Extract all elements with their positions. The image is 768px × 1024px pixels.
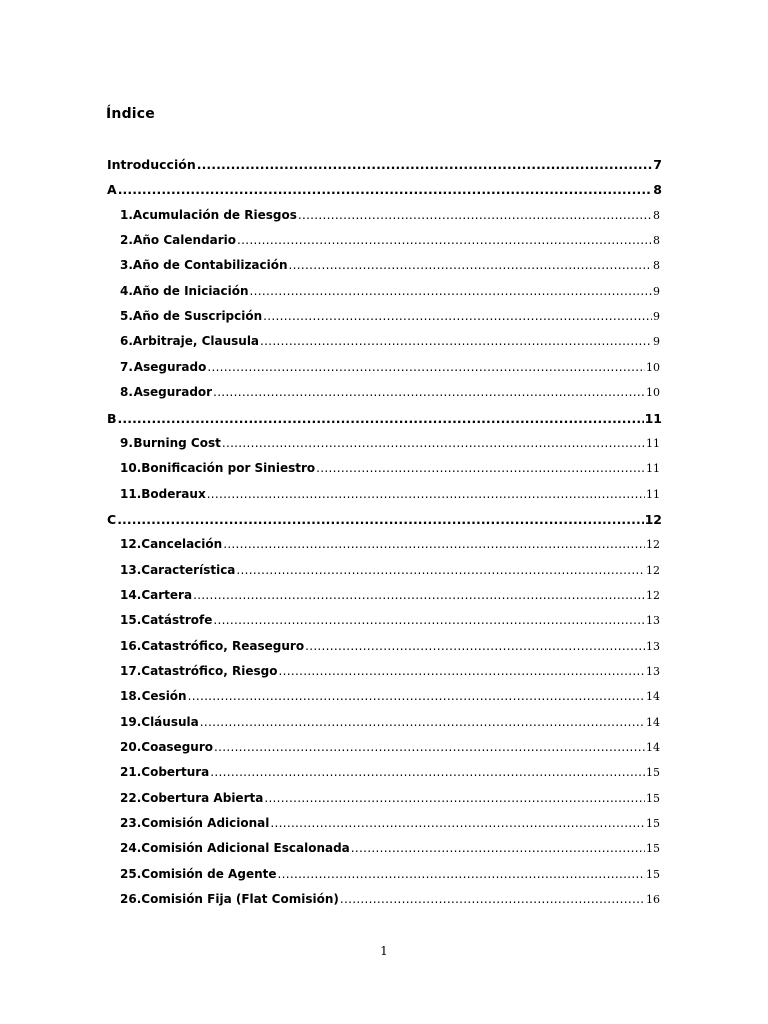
toc-entry-label: B — [107, 410, 117, 426]
dot-leader — [298, 208, 652, 222]
toc-entry-label: Cobertura — [141, 765, 210, 780]
toc-entry-label: Comisión Adicional Escalonada — [141, 841, 350, 856]
toc-entry-number: 4. — [120, 283, 133, 298]
toc-entry-page: 12 — [644, 511, 662, 527]
toc-entry-number: 17. — [120, 664, 142, 678]
toc-entry[interactable] — [120, 892, 660, 906]
toc-entry-page: 7 — [653, 157, 662, 172]
toc-entry[interactable] — [120, 284, 660, 298]
toc-entry-label: Asegurado — [133, 359, 207, 374]
dot-leader — [278, 867, 646, 881]
toc-entry-page: 16 — [646, 893, 660, 907]
toc-entry-page: 15 — [646, 867, 660, 881]
toc-section-entry[interactable] — [107, 157, 662, 172]
toc-entry-page: 9 — [653, 335, 660, 349]
toc-entry-page: 8 — [653, 208, 660, 222]
toc-entry-label: Año de Suscripción — [132, 309, 263, 324]
toc-entry-label: Catastrófico, Riesgo — [141, 664, 278, 678]
dot-leader — [263, 309, 652, 323]
toc-entry-number: 7. — [120, 359, 133, 374]
toc-entry-label: Año de Iniciación — [132, 283, 249, 298]
toc-entry-label: Catastrófico, Reaseguro — [141, 638, 305, 653]
toc-entry-label: Coaseguro — [141, 740, 213, 755]
dot-leader — [279, 664, 645, 678]
dot-leader — [118, 411, 644, 426]
toc-entry-page: 15 — [646, 842, 660, 856]
toc-entry-number: 10. — [120, 461, 142, 476]
toc-entry-page: 14 — [646, 690, 660, 704]
toc-entry-number: 20. — [120, 740, 142, 755]
toc-entry-number: 22. — [120, 790, 142, 805]
toc-entry[interactable] — [120, 563, 660, 577]
toc-entry-page: 14 — [646, 715, 660, 729]
toc-entry-page: 11 — [646, 462, 660, 476]
toc-entry-page: 15 — [646, 817, 660, 831]
toc-entry[interactable] — [120, 689, 660, 703]
toc-entry-number: 5. — [120, 309, 133, 324]
toc-entry-number: 11. — [120, 486, 142, 501]
toc-entry-number: 19. — [120, 714, 142, 729]
dot-leader — [213, 385, 645, 399]
toc-entry-label: Año Calendario — [133, 233, 236, 248]
toc-entry-number: 12. — [120, 537, 142, 552]
toc-entry[interactable] — [120, 309, 660, 323]
toc-entry-page: 9 — [653, 284, 660, 298]
toc-entry-number: 26. — [120, 892, 142, 907]
toc-entry[interactable] — [120, 334, 660, 348]
toc-entry[interactable] — [120, 258, 660, 272]
toc-section-entry[interactable] — [107, 182, 662, 197]
toc-entry-label: Arbitraje, Clausula — [132, 334, 260, 349]
dot-leader — [351, 841, 645, 855]
toc-entry-number: 25. — [120, 866, 142, 881]
toc-entry-label: C — [107, 511, 117, 527]
toc-entry[interactable] — [120, 715, 660, 729]
toc-entry[interactable] — [120, 436, 660, 450]
dot-leader — [213, 613, 645, 627]
dot-leader — [270, 816, 645, 830]
dot-leader — [197, 157, 653, 172]
toc-entry-label: Boderaux — [141, 486, 206, 501]
toc-entry-label: Bonificación por Siniestro — [141, 461, 316, 476]
dot-leader — [223, 537, 645, 551]
toc-entry-number: 3. — [120, 258, 133, 273]
toc-entry[interactable] — [120, 461, 660, 475]
toc-entry-number: 21. — [120, 765, 142, 780]
toc-entry-page: 13 — [646, 639, 660, 653]
dot-leader — [117, 512, 643, 527]
dot-leader — [207, 360, 645, 374]
toc-entry-label: Cesión — [141, 689, 187, 704]
toc-entry-label: Característica — [141, 562, 236, 577]
toc-entry[interactable] — [120, 233, 660, 247]
toc-entry-number: 6. — [120, 334, 133, 349]
toc-entry[interactable] — [120, 487, 660, 501]
toc-entry-label: Año de Contabilización — [132, 258, 288, 273]
dot-leader — [214, 740, 645, 754]
toc-entry-page: 12 — [646, 538, 660, 552]
dot-leader — [210, 765, 645, 779]
dot-leader — [340, 892, 645, 906]
index-title: Índice — [106, 106, 155, 122]
toc-entry-page: 10 — [646, 386, 660, 400]
toc-entry-page: 11 — [646, 436, 660, 450]
toc-entry[interactable] — [120, 765, 660, 779]
toc-entry[interactable] — [120, 664, 660, 678]
toc-entry-label: Acumulación de Riesgos — [132, 207, 297, 222]
dot-leader — [264, 791, 645, 805]
dot-leader — [260, 334, 652, 348]
toc-entry-number: 16. — [120, 638, 142, 653]
toc-entry-number: 1. — [120, 207, 133, 222]
toc-entry[interactable] — [120, 613, 660, 627]
toc-entry-page: 12 — [646, 588, 660, 602]
toc-entry[interactable] — [120, 537, 660, 551]
toc-entry-number: 8. — [120, 385, 133, 400]
toc-entry[interactable] — [120, 816, 660, 830]
toc-entry[interactable] — [120, 208, 660, 222]
dot-leader — [236, 563, 645, 577]
toc-entry-label: Catástrofe — [141, 613, 213, 628]
toc-entry-label: Cancelación — [141, 537, 223, 552]
dot-leader — [289, 258, 652, 272]
toc-entry-number: 18. — [120, 689, 142, 704]
toc-entry-page: 15 — [646, 791, 660, 805]
toc-entry-page: 11 — [646, 487, 660, 501]
toc-entry[interactable] — [120, 639, 660, 653]
toc-entry-page: 8 — [653, 259, 660, 273]
toc-entry-page: 15 — [646, 766, 660, 780]
toc-entry-page: 8 — [653, 182, 662, 198]
dot-leader — [118, 182, 653, 197]
toc-entry[interactable] — [120, 385, 660, 399]
dot-leader — [188, 689, 645, 703]
toc-entry-number: 2. — [120, 233, 133, 248]
toc-entry[interactable] — [120, 588, 660, 602]
dot-leader — [222, 436, 645, 450]
toc-entry-label: Comisión Fija (Flat Comisión) — [141, 892, 339, 907]
dot-leader — [193, 588, 645, 602]
toc-entry-label: Asegurador — [133, 385, 213, 400]
toc-entry-page: 11 — [644, 410, 662, 426]
toc-entry-number: 13. — [120, 562, 142, 577]
toc-entry-number: 9. — [120, 435, 133, 450]
toc-entry-label: Cláusula — [141, 714, 199, 729]
toc-entry-page: 8 — [653, 234, 660, 248]
toc-entry[interactable] — [120, 740, 660, 754]
toc-entry-page: 9 — [653, 310, 660, 324]
toc-entry-page: 10 — [646, 360, 660, 374]
dot-leader — [207, 487, 645, 501]
dot-leader — [200, 715, 645, 729]
toc-entry-label: Comisión de Agente — [141, 866, 277, 881]
toc-entry-number: 23. — [120, 816, 142, 831]
page-number: 1 — [380, 944, 388, 958]
toc-entry-page: 12 — [646, 563, 660, 577]
toc-section-entry[interactable] — [107, 512, 662, 527]
toc-entry-number: 15. — [120, 613, 142, 628]
toc-section-entry[interactable] — [107, 411, 662, 426]
toc-entry-number: 14. — [120, 587, 142, 602]
toc-entry-label: A — [107, 182, 117, 198]
dot-leader — [305, 639, 645, 653]
toc-entry[interactable] — [120, 360, 660, 374]
toc-entry-label: Comisión Adicional — [141, 816, 270, 831]
dot-leader — [250, 284, 652, 298]
toc-entry[interactable] — [120, 867, 660, 881]
toc-entry-number: 24. — [120, 841, 142, 856]
toc-entry[interactable] — [120, 841, 660, 855]
dot-leader — [316, 461, 645, 475]
dot-leader — [237, 233, 652, 247]
toc-entry-label: Burning Cost — [133, 435, 221, 450]
toc-entry-label: Cobertura Abierta — [141, 790, 264, 805]
toc-entry-label: Introducción — [107, 157, 196, 172]
toc-entry[interactable] — [120, 791, 660, 805]
toc-entry-page: 13 — [646, 614, 660, 628]
toc-entry-page: 14 — [646, 741, 660, 755]
toc-entry-label: Cartera — [141, 587, 193, 602]
toc-entry-page: 13 — [646, 665, 660, 678]
